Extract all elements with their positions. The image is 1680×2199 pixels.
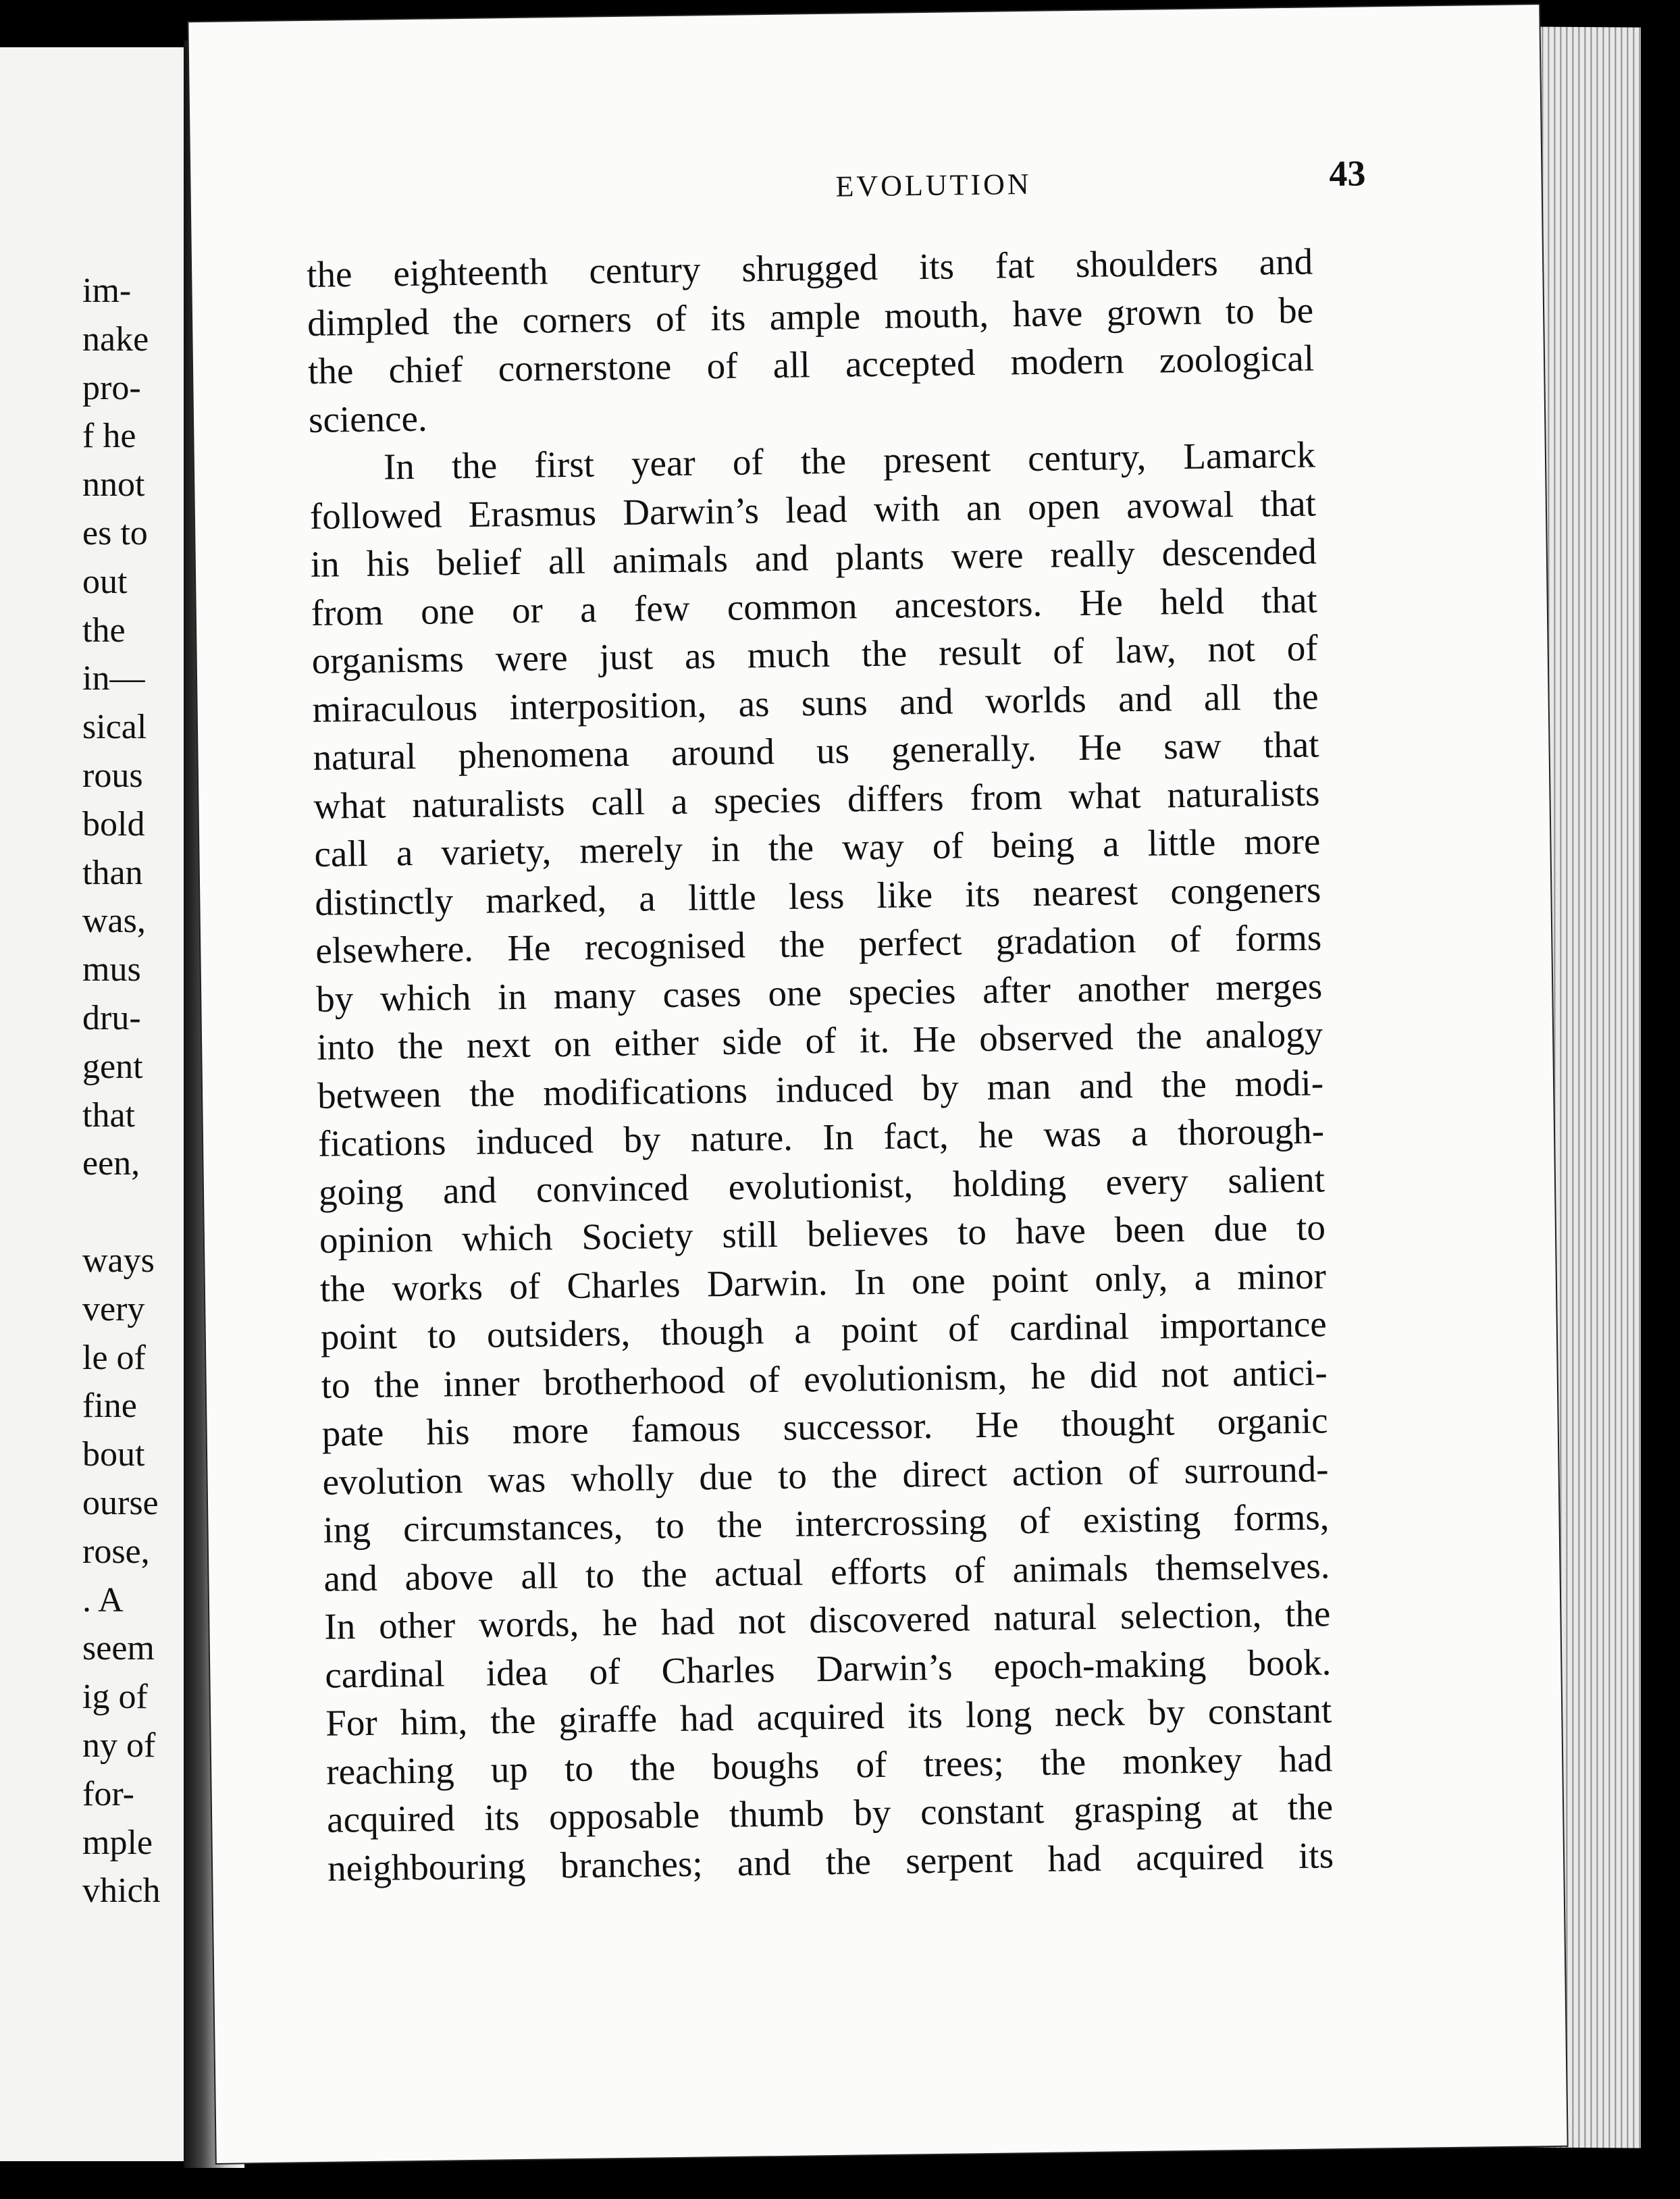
left-page-line-fragment: ways: [82, 1241, 155, 1280]
text-line: what naturalists call a species differs from what naturalists: [313, 771, 1320, 827]
text-line: distinctly marked, a little less like its nearest congeners: [315, 868, 1321, 923]
text-line: acquired its opposable thumb by constant grasping at the: [326, 1786, 1334, 1840]
text-line: evolution was wholly due to the direct action of surround-: [322, 1447, 1329, 1503]
text-line: followed Erasmus Darwin’s lead with an open avowal that: [309, 482, 1317, 537]
text-line: the eighteenth century shrugged its fat shoulders and: [306, 240, 1313, 295]
page-number: 43: [1329, 153, 1366, 195]
text-line: by which in many cases one species after another merges: [315, 964, 1323, 1020]
text-line: the works of Charles Darwin. In one point only, a minor: [319, 1254, 1327, 1310]
left-page-line-fragment: dru-: [82, 999, 141, 1037]
text-line: natural phenomena around us generally. He saw that: [313, 723, 1319, 778]
text-line: reaching up to the boughs of trees; the monkey had: [325, 1737, 1333, 1792]
left-page-line-fragment: fine: [82, 1387, 137, 1426]
left-page-line-fragment: ny of: [82, 1726, 156, 1765]
text-line: opinion which Society still believes to have been due to: [319, 1206, 1326, 1261]
text-line: call a variety, merely in the way of being a little more: [314, 820, 1321, 875]
left-page-line-fragment: out: [82, 562, 128, 601]
text-line: the chief cornerstone of all accepted modern zoological: [307, 337, 1315, 392]
left-page-line-fragment: rous: [82, 756, 143, 795]
left-page-line-fragment: ig of: [82, 1678, 148, 1717]
left-page-line-fragment: een,: [82, 1144, 140, 1183]
text-line: between the modifications induced by man and the modi-: [317, 1061, 1324, 1116]
text-line: organisms were just as much the result of law, not of: [311, 627, 1318, 681]
text-line: In other words, he had not discovered natural selection, the: [324, 1593, 1331, 1647]
text-line: point to outsiders, though a point of cardinal importance: [320, 1303, 1328, 1357]
left-page: [0, 47, 188, 2161]
left-page-line-fragment: than: [82, 853, 143, 892]
left-page-line-fragment: vhich: [82, 1871, 161, 1911]
text-line: into the next on either side of it. He observed the analogy: [316, 1013, 1323, 1068]
left-page-line-fragment: . A: [82, 1580, 124, 1620]
left-page-line-fragment: bout: [82, 1435, 145, 1474]
left-page-line-fragment: seem: [82, 1629, 155, 1668]
right-page: [188, 5, 1567, 2163]
text-line: In the first year of the present century, Lamarck: [383, 434, 1316, 488]
text-line: fications induced by nature. In fact, he was a thorough-: [317, 1110, 1325, 1164]
text-line: pate his more famous successor. He thought organic: [321, 1399, 1328, 1454]
left-page-line-fragment: sical: [82, 708, 147, 747]
left-page-line-fragment: bold: [82, 804, 145, 844]
left-page-line-fragment: f he: [82, 417, 136, 456]
left-page-line-fragment: pro-: [82, 368, 141, 407]
left-page-line-fragment: for-: [82, 1774, 134, 1813]
text-line: from one or a few common ancestors. He held that: [311, 578, 1318, 633]
text-line: miraculous interposition, as suns and worlds and all the: [312, 675, 1319, 730]
left-page-line-fragment: ourse: [82, 1484, 159, 1522]
text-line: to the inner brotherhood of evolutionism, he did not antici-: [321, 1351, 1328, 1406]
running-title: EVOLUTION: [835, 167, 1032, 203]
left-page-line-fragment: the: [82, 611, 126, 650]
left-page-line-fragment: rose,: [82, 1532, 150, 1571]
left-page-line-fragment: was,: [82, 902, 146, 941]
left-page-line-fragment: gent: [82, 1047, 143, 1086]
left-page-line-fragment: le of: [82, 1338, 146, 1377]
text-line: in his belief all animals and plants were really descended: [310, 530, 1317, 585]
text-line: going and convinced evolutionist, holding every salient: [318, 1158, 1325, 1213]
body-text: [307, 237, 1334, 1892]
text-line: ing circumstances, to the intercrossing of existing forms,: [323, 1496, 1330, 1551]
text-line: and above all to the actual efforts of animals themselves.: [323, 1544, 1330, 1599]
left-page-line-fragment: mple: [82, 1823, 153, 1862]
text-line: neighbouring branches; and the serpent had acquired its: [327, 1834, 1334, 1889]
text-line: cardinal idea of Charles Darwin’s epoch-making book.: [324, 1640, 1332, 1696]
left-page-line-fragment: in—: [82, 659, 145, 698]
left-page-line-fragment: very: [82, 1289, 145, 1328]
left-page-line-fragment: mus: [82, 950, 141, 989]
text-line: science.: [308, 397, 428, 440]
left-page-line-fragment: nake: [82, 319, 149, 359]
left-page-line-fragment: im-: [82, 271, 132, 310]
text-line: elsewhere. He recognised the perfect gradation of forms: [315, 916, 1322, 971]
left-page-line-fragment: that: [82, 1095, 135, 1135]
left-page-line-fragment: nnot: [82, 465, 145, 505]
text-line: For him, the giraffe had acquired its long neck by constant: [325, 1689, 1332, 1744]
text-line: dimpled the corners of its ample mouth, have grown to be: [307, 288, 1314, 344]
left-page-line-fragment: es to: [82, 514, 148, 552]
